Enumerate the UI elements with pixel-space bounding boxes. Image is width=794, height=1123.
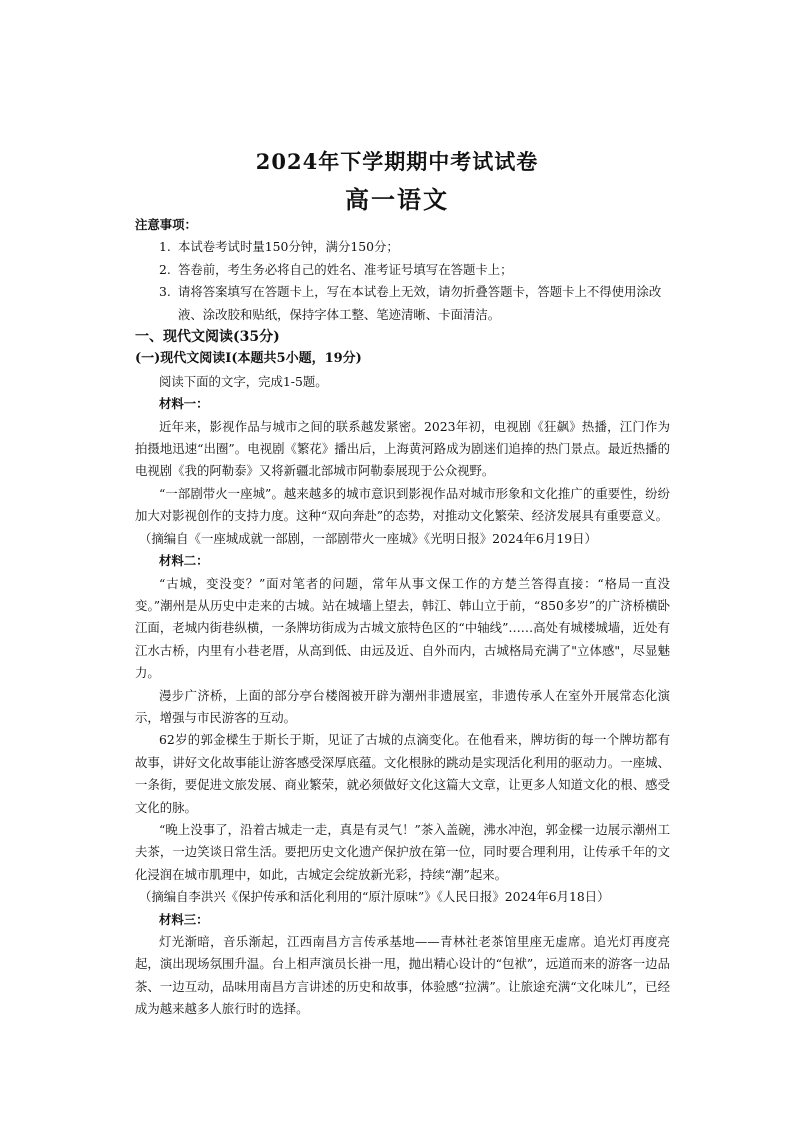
notice-item bbox=[159, 259, 670, 281]
material-label: 材料二： bbox=[159, 553, 209, 569]
material-source: （摘编自《一座城成就一部剧，一部剧带火一座城》《光明日报》2024年6月19日） bbox=[139, 530, 597, 546]
reading-instruction: 阅读下面的文字，完成1-5题。 bbox=[159, 373, 328, 389]
material-paragraph: “晚上没事了，沿着古城走一走，真是有灵气！”茶入盖碗，沸水冲泡，郭金樑一边展示潮州工夫茶，一边笑谈日常生活。要把历史文化遗产保护放在第一位，同时要合理利用，让传承千年的文化浸润在城市肌理中，如此，古城定会绽放新光彩，持续“潮”起来。 bbox=[135, 821, 670, 882]
material-paragraph: 近年来，影视作品与城市之间的联系越发紧密。2023年初，电视剧《狂飙》热播，江门作为拍摄地迅速“出圈”。电视剧《繁花》播出后，上海黄河路成为剧迷们追捧的热门景点。最近热播的电视剧《我的阿勒泰》又将新疆北部城市阿勒泰展现于公众视野。 bbox=[135, 418, 670, 479]
exam-subject: 高一语文 bbox=[345, 185, 449, 214]
notice-text: 答卷前，考生务必将自己的姓名、准考证号填写在答题卡上； bbox=[178, 261, 513, 277]
notice-number: 2. bbox=[159, 261, 171, 277]
material-paragraph: 62岁的郭金樑生于斯长于斯，见证了古城的点滴变化。在他看来，牌坊街的每一个牌坊都有故事，讲好文化故事能让游客感受深厚底蕴。文化根脉的跳动是实现活化利用的驱动力。一座城、一条街，要促进文旅发展、商业繁荣，就必须做好文化这篇大文章，让更多人知道文化的根、感受文化的脉。 bbox=[135, 732, 670, 815]
material-paragraph: “一部剧带火一座城”。越来越多的城市意识到影视作品对城市形象和文化推广的重要性，纷纷加大对影视创作的支持力度。这种“双向奔赴”的态势，对推动文化繁荣、经济发展具有重要意义。 bbox=[135, 485, 670, 524]
notice-item bbox=[159, 236, 670, 258]
material-paragraph: “古城，变没变？”面对笔者的问题，常年从事文保工作的方楚兰答得直接：“格局一直没变。”潮州是从历史中走来的古城。站在城墙上望去，韩江、韩山立于前，“850多岁”的广济桥横卧江面，老城内街巷纵横，一条牌坊街成为古城文旅特色区的“中轴线”……高处有城楼城墙，近处有江水古桥，内里有小巷老厝，从高到低、由远及近、自外而内，古城格局充满了"立体感"，尽显魅力。 bbox=[135, 575, 670, 681]
notice-item bbox=[159, 281, 670, 326]
material-paragraph: 漫步广济桥，上面的部分亭台楼阁被开辟为潮州非遗展室，非遗传承人在室外开展常态化演示，增强与市民游客的互动。 bbox=[135, 687, 670, 725]
material-source: （摘编自李洪兴《保护传承和活化利用的“原汁原味”》《人民日报》2024年6月18日） bbox=[139, 889, 610, 905]
notice-text: 请将答案填写在答题卡上，写在本试卷上无效，请勿折叠答题卡，答题卡上不得使用涂改液、涂改胶和贴纸，保持字体工整、笔迹清晰、卡面清洁。 bbox=[178, 284, 662, 322]
notice-number: 3. bbox=[159, 284, 171, 300]
notice-number: 1. bbox=[159, 239, 171, 255]
exam-body bbox=[135, 214, 670, 1021]
exam-title: 2024年下学期期中考试试卷 bbox=[255, 149, 539, 174]
material-paragraph: 灯光渐暗，音乐渐起，江西南昌方言传承基地——青林社老茶馆里座无虚席。追光灯再度亮起，演出现场氛围升温。台上相声演员长褂一甩，抛出精心设计的“包袱”，远道而来的游客一边品茶、一边互动，品味用南昌方言讲述的历史和故事，体验感“拉满”。让旅途充满“文化味儿”，已经成为越来越多人旅行时的选择。 bbox=[135, 934, 670, 1017]
material-label: 材料三： bbox=[159, 911, 209, 927]
material-label: 材料一： bbox=[159, 396, 209, 412]
subsection-heading: (一)现代文阅读I(本题共5小题，19分) bbox=[135, 351, 362, 367]
section-heading: 一、现代文阅读(35分) bbox=[135, 329, 280, 346]
notice-text: 本试卷考试时量150分钟，满分150分； bbox=[178, 239, 399, 255]
notice-heading: 注意事项： bbox=[135, 217, 197, 232]
